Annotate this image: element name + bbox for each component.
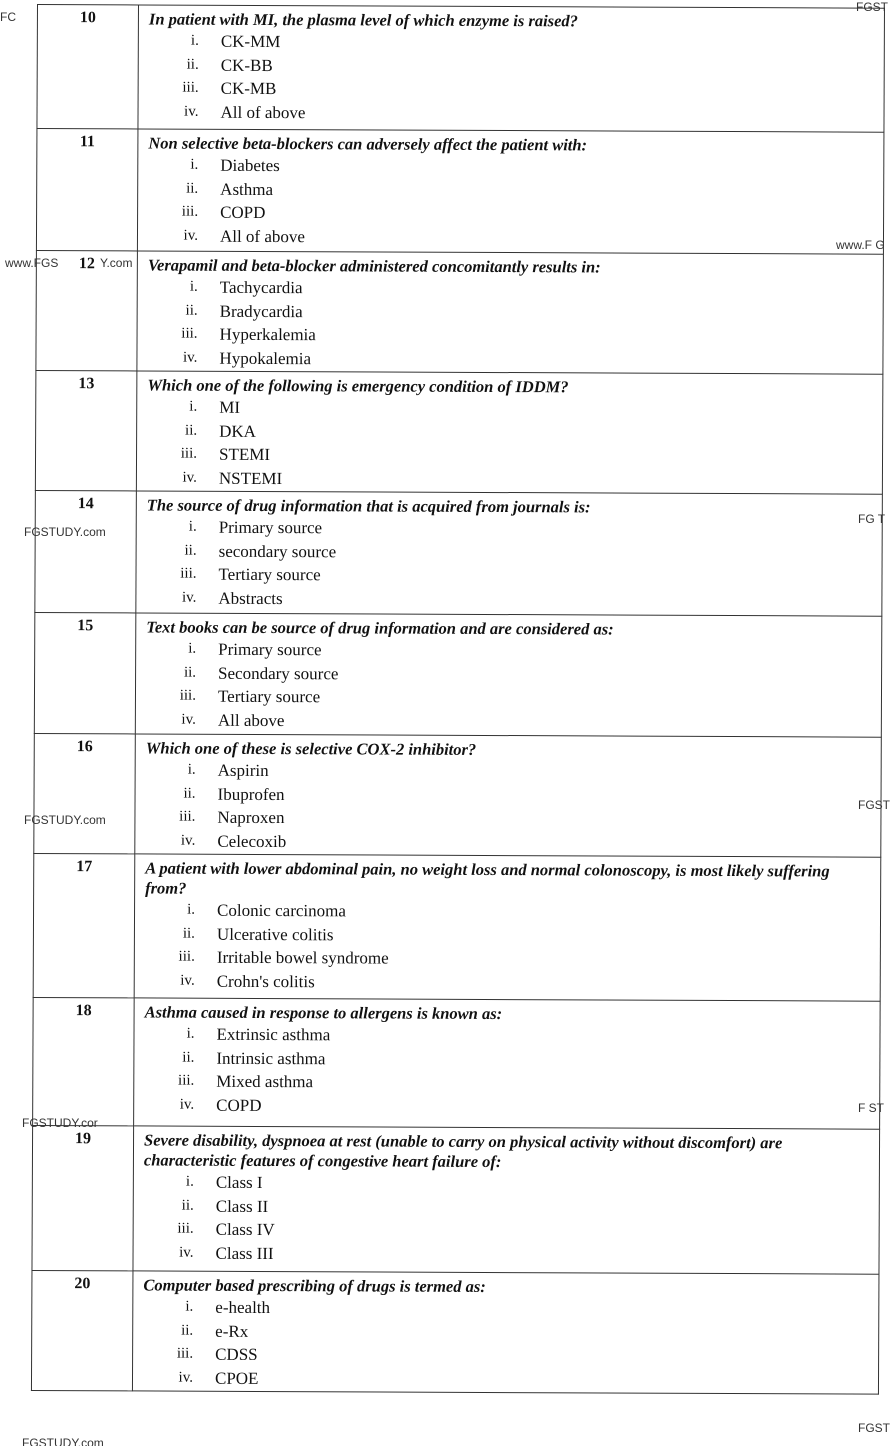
option-numeral: ii. (182, 1049, 195, 1066)
option-numeral: iv. (182, 349, 198, 366)
question-row (33, 997, 881, 1129)
option-numeral: iii. (177, 1220, 194, 1237)
question-number: 12 (36, 250, 138, 370)
option-text: CK-MB (220, 78, 277, 99)
question-row (36, 129, 884, 255)
question-number: 16 (34, 733, 136, 853)
watermark: www.FGS (5, 256, 59, 270)
option-text: e-health (215, 1297, 271, 1318)
option-numeral: i. (187, 761, 196, 778)
option-text: Intrinsic asthma (216, 1048, 326, 1068)
answer-option (134, 1170, 879, 1197)
answer-option (137, 346, 882, 373)
option-text: COPD (220, 202, 266, 222)
question-row (36, 250, 884, 374)
option-text: Secondary source (218, 663, 339, 683)
watermark: FC (0, 10, 16, 24)
option-text: Asthma (220, 179, 274, 199)
answer-option (138, 275, 883, 302)
answer-option (134, 1093, 879, 1120)
answer-option (136, 684, 881, 711)
option-text: e-Rx (215, 1321, 249, 1341)
question-number: 13 (35, 370, 137, 490)
option-numeral: iv. (180, 832, 196, 849)
option-numeral: ii. (185, 302, 198, 319)
option-numeral: iii. (176, 1345, 194, 1362)
option-text: Colonic carcinoma (217, 900, 346, 921)
option-text: CDSS (215, 1344, 258, 1364)
option-text: MI (219, 397, 241, 417)
watermark: F ST (858, 1101, 884, 1115)
option-numeral: i. (186, 1025, 195, 1042)
question-cell (137, 251, 884, 374)
option-text: Primary source (218, 639, 322, 660)
answer-option (133, 1295, 878, 1322)
answer-option (136, 782, 881, 809)
answer-option (138, 200, 883, 227)
answer-option (135, 829, 880, 856)
answer-option (134, 1217, 879, 1244)
answer-option (134, 1046, 879, 1073)
answer-option (138, 153, 883, 180)
answer-option (139, 53, 884, 80)
option-numeral: i. (189, 398, 198, 415)
watermark: FGSTUDY.com (24, 813, 106, 827)
question-cell (136, 371, 883, 494)
option-numeral: iv. (178, 1369, 194, 1386)
answer-option (134, 1241, 879, 1268)
question-number: 10 (37, 5, 139, 129)
question-row (32, 1125, 880, 1274)
question-cell (134, 998, 881, 1129)
option-numeral: i. (188, 518, 197, 535)
answer-option (133, 1366, 878, 1393)
answer-option (138, 100, 883, 127)
answer-option (133, 1319, 878, 1346)
watermark: www.F G (836, 238, 885, 252)
watermark: FGST (856, 0, 888, 14)
option-text: NSTEMI (218, 468, 283, 488)
answer-option (138, 299, 883, 326)
option-text: CK-MM (220, 31, 281, 52)
option-text: Tachycardia (219, 277, 303, 298)
option-numeral: i. (187, 901, 196, 918)
option-numeral: i. (185, 1298, 194, 1315)
question-row (35, 370, 883, 494)
question-text: In patient with MI, the plasma level of which enzyme is raised? (148, 9, 579, 31)
option-text: Class I (215, 1172, 263, 1192)
option-text: Mixed asthma (216, 1071, 314, 1092)
question-text: The source of drug information that is acquired from journals is: (146, 495, 591, 517)
question-text: Which one of the following is emergency condition of IDDM? (147, 375, 569, 397)
option-text: Crohn's colitis (216, 971, 315, 991)
option-numeral: iii. (179, 687, 197, 704)
option-numeral: iv. (183, 227, 199, 244)
option-text: Class II (215, 1196, 269, 1216)
option-text: Tertiary source (218, 564, 321, 585)
option-numeral: i. (188, 640, 197, 657)
option-text: secondary source (218, 541, 337, 561)
option-text: Class III (215, 1243, 274, 1263)
question-row (31, 1270, 879, 1394)
option-text: Class IV (215, 1219, 275, 1240)
answer-option (138, 322, 883, 349)
question-row (34, 612, 882, 737)
question-cell (137, 129, 884, 254)
question-number: 18 (33, 997, 135, 1125)
watermark: FGST (858, 798, 890, 812)
question-number: 20 (31, 1270, 133, 1390)
answer-option (135, 805, 880, 832)
answer-option (136, 708, 881, 735)
option-text: Extrinsic asthma (216, 1024, 331, 1045)
option-numeral: iii. (182, 79, 199, 96)
question-cell (135, 613, 882, 737)
answer-option (135, 969, 880, 996)
question-row (35, 490, 883, 616)
question-text: Non selective beta-blockers can adversely affect the patient with: (148, 133, 588, 155)
option-numeral: iv. (182, 469, 197, 486)
question-number: 14 (35, 490, 137, 612)
option-text: Primary source (218, 517, 323, 538)
answer-option (134, 1069, 879, 1096)
question-cell (136, 491, 886, 616)
answer-option (136, 562, 881, 589)
watermark: FGSTUDY.com (24, 525, 106, 539)
watermark: FG T (858, 512, 886, 526)
question-cell (135, 734, 882, 857)
answer-option (135, 898, 880, 925)
option-numeral: i. (185, 1173, 194, 1190)
answer-option (135, 945, 880, 972)
option-text: DKA (219, 421, 257, 441)
watermark: FGST (858, 1421, 890, 1435)
question-text: Which one of these is selective COX-2 inhibitor? (145, 738, 477, 759)
question-text: A patient with lower abdominal pain, no weight loss and normal colonoscopy, is most likely suffering from? (145, 858, 830, 898)
question-text: Verapamil and beta-blocker administered concomitantly results in: (147, 255, 601, 277)
mcq-table (31, 4, 885, 1395)
option-text: COPD (216, 1095, 262, 1115)
option-numeral: ii. (183, 664, 197, 681)
option-text: Ibuprofen (217, 784, 285, 804)
answer-option (139, 29, 884, 56)
option-numeral: i. (190, 32, 199, 49)
option-text: Hypokalemia (219, 348, 312, 368)
option-text: Hyperkalemia (219, 324, 316, 345)
option-numeral: iii. (181, 325, 198, 342)
option-numeral: ii. (183, 785, 196, 802)
answer-option (134, 1022, 879, 1049)
option-text: CK-BB (220, 55, 273, 75)
answer-option (138, 224, 883, 251)
question-cell (132, 1271, 879, 1394)
option-text: Tertiary source (217, 686, 321, 707)
option-numeral: ii. (181, 1322, 194, 1339)
question-text: Text books can be source of drug information and are considered as: (146, 617, 614, 639)
option-text: STEMI (218, 444, 271, 465)
option-text: CPOE (214, 1368, 259, 1388)
option-numeral: i. (189, 278, 198, 295)
question-text: Computer based prescribing of drugs is termed as: (143, 1275, 486, 1296)
answer-option (137, 515, 882, 542)
answer-option (137, 539, 882, 566)
option-numeral: iv. (184, 103, 199, 120)
option-text: All of above (219, 226, 306, 246)
option-numeral: iii. (179, 808, 196, 825)
option-numeral: iv. (181, 589, 197, 606)
question-text: Asthma caused in response to allergens is known as: (144, 1002, 503, 1024)
question-row (37, 5, 885, 133)
answer-option (135, 922, 880, 949)
question-cell (134, 854, 881, 1001)
option-numeral: i. (190, 156, 199, 173)
option-numeral: iv. (181, 711, 196, 728)
answer-option (136, 637, 881, 664)
option-numeral: iii. (178, 1072, 195, 1089)
answer-option (137, 466, 882, 493)
answer-option (136, 661, 881, 688)
option-numeral: ii. (184, 542, 197, 559)
option-text: Irritable bowel syndrome (216, 947, 389, 968)
question-text: Severe disability, dyspnoea at rest (unable to carry on physical activity without discomfort) are characteristic features of congestive heart failure of: (143, 1130, 783, 1172)
option-text: Aspirin (217, 760, 269, 781)
question-row (33, 853, 881, 1001)
question-number: 19 (32, 1125, 134, 1270)
option-text: Ulcerative colitis (216, 924, 334, 944)
answer-option (134, 1194, 879, 1221)
answer-option (136, 586, 881, 613)
option-numeral: iv. (179, 1096, 195, 1113)
watermark: FGSTUDY.com (22, 1436, 104, 1446)
question-row (34, 733, 882, 857)
option-numeral: iii. (181, 203, 199, 220)
option-numeral: iii. (178, 948, 195, 965)
answer-option (139, 76, 884, 103)
question-cell (133, 1126, 880, 1274)
watermark: Y.com (100, 256, 133, 270)
watermark: FGSTUDY.cor (22, 1116, 98, 1130)
option-numeral: ii. (185, 422, 198, 439)
answer-option (133, 1342, 878, 1369)
option-numeral: ii. (182, 925, 195, 942)
option-numeral: iii. (180, 565, 197, 582)
option-numeral: iii. (180, 445, 198, 462)
option-text: Celecoxib (217, 831, 287, 851)
option-text: Naproxen (217, 807, 285, 828)
answer-option (137, 442, 882, 469)
answer-option (138, 177, 883, 204)
question-number: 15 (34, 612, 136, 733)
answer-option (137, 419, 882, 446)
option-text: Abstracts (218, 588, 283, 608)
option-numeral: ii. (186, 180, 199, 197)
question-number: 11 (36, 129, 138, 251)
question-cell (138, 5, 885, 132)
option-text: All above (217, 710, 285, 730)
question-number: 17 (33, 853, 135, 997)
option-numeral: ii. (186, 56, 199, 73)
option-text: All of above (220, 102, 306, 122)
option-numeral: iv. (180, 972, 195, 989)
answer-option (136, 758, 881, 785)
option-text: Bradycardia (219, 301, 303, 321)
option-text: Diabetes (220, 155, 280, 176)
option-numeral: ii. (181, 1197, 194, 1214)
answer-option (137, 395, 882, 422)
option-numeral: iv. (179, 1244, 194, 1261)
